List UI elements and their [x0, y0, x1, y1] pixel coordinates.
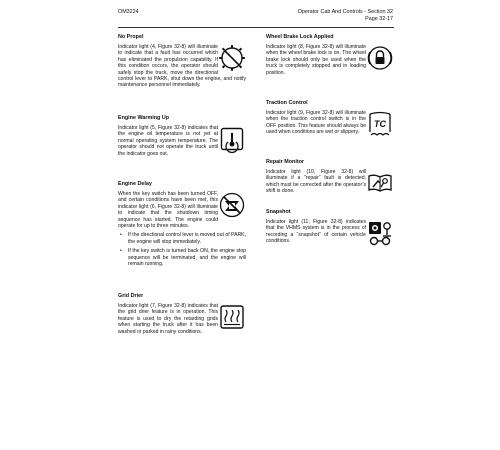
section-no-propel [118, 34, 246, 89]
list-item: • If the directional control lever is moved out of PARK, the engine will stop immediately. [118, 232, 246, 245]
doc-id: OM3224 [118, 9, 139, 15]
section-title-repair-monitor: Repair Monitor [266, 159, 305, 165]
section-title-snapshot: Snapshot [266, 209, 291, 215]
list-item: • If the key switch is turned back ON, the engine stop sequence will be terminated, and the engine will remain running. [118, 248, 246, 267]
section-text-wheel-brake-lock: Indicator light (8, Figure 32-8) will illuminate when the wheel brake lock is on. The wheel brake lock should only be used when the truck is completely stopped and in loading position. [266, 44, 366, 76]
section-grid-drier [118, 293, 246, 335]
section-traction-control [266, 100, 394, 138]
engine-delay-icon [218, 191, 246, 219]
section-repair-monitor [266, 159, 394, 197]
no-propel-icon [218, 44, 246, 72]
section-title-engine-warming: Engine Warming Up [118, 115, 170, 121]
traction-control-icon [366, 110, 394, 138]
section-text-engine-delay: When the key switch has been turned OFF, and certain conditions have been met, this indicator light (6, Figure 32-8) will illuminate to indicate that the shutdown timing sequence has started. The engine could operate for up to three minutes. [118, 191, 218, 230]
section-text-no-propel: Indicator light (4, Figure 32-8) will illuminate to indicate that a fault has occurred which has eliminated the propulsion capability. If this condition occurs, the operator should safely stop the truck, move the directional control lever to PARK, shut down the engine, and notify maintenance personnel immediately. [118, 44, 246, 89]
section-title-engine-delay: Engine Delay [118, 181, 152, 187]
engine-delay-bullets [118, 232, 246, 267]
snapshot-icon [366, 219, 394, 247]
section-text-engine-warming: Indicator light (5, Figure 32-8) indicates that the engine oil temperature is not yet at normal operating system temperature. The operator should not operate the truck until the indicator goes out. [118, 125, 218, 157]
engine-warming-icon [218, 125, 246, 153]
tc-label: TC [374, 119, 386, 129]
wheel-brake-lock-icon [366, 44, 394, 72]
section-text-grid-drier: Indicator light (7, Figure 32-8) indicates that the grid drier feature is in operation. This feature is used to dry the retarding grids when starting the truck after it has been washed or parked in rainy conditions. [118, 303, 218, 335]
repair-monitor-icon [366, 169, 394, 197]
header-rule [118, 27, 394, 28]
section-engine-warming [118, 115, 246, 157]
section-title-wheel-brake-lock: Wheel Brake Lock Applied [266, 34, 334, 40]
section-title-traction-control: Traction Control [266, 100, 308, 106]
page-number: Page 32-17 [365, 16, 393, 22]
section-text-snapshot: Indicator light (11, Figure 32-8) indicates that the VHMS system is in the process of recording a “snapshot” of certain vehicle conditions. [266, 219, 366, 245]
section-title-grid-drier: Grid Drier [118, 293, 144, 299]
section-engine-delay [118, 181, 246, 270]
section-title: Operator Cab And Controls - Section 32 [297, 9, 393, 15]
section-wheel-brake-lock [266, 34, 394, 76]
section-title-no-propel: No Propel [118, 34, 144, 40]
section-text-traction-control: Indicator light (9, Figure 32-8) will illuminate when the traction control switch is in the OFF position. This feature should always be used when conditions are wet or slippery. [266, 110, 366, 136]
section-header [298, 9, 393, 23]
section-text-repair-monitor: Indicator light (10, Figure 32-8) will illuminate if a “repair” fault is detected, which must be corrected after the operator’s shift is done. [266, 169, 366, 195]
section-snapshot [266, 209, 394, 247]
grid-drier-icon [218, 303, 246, 331]
